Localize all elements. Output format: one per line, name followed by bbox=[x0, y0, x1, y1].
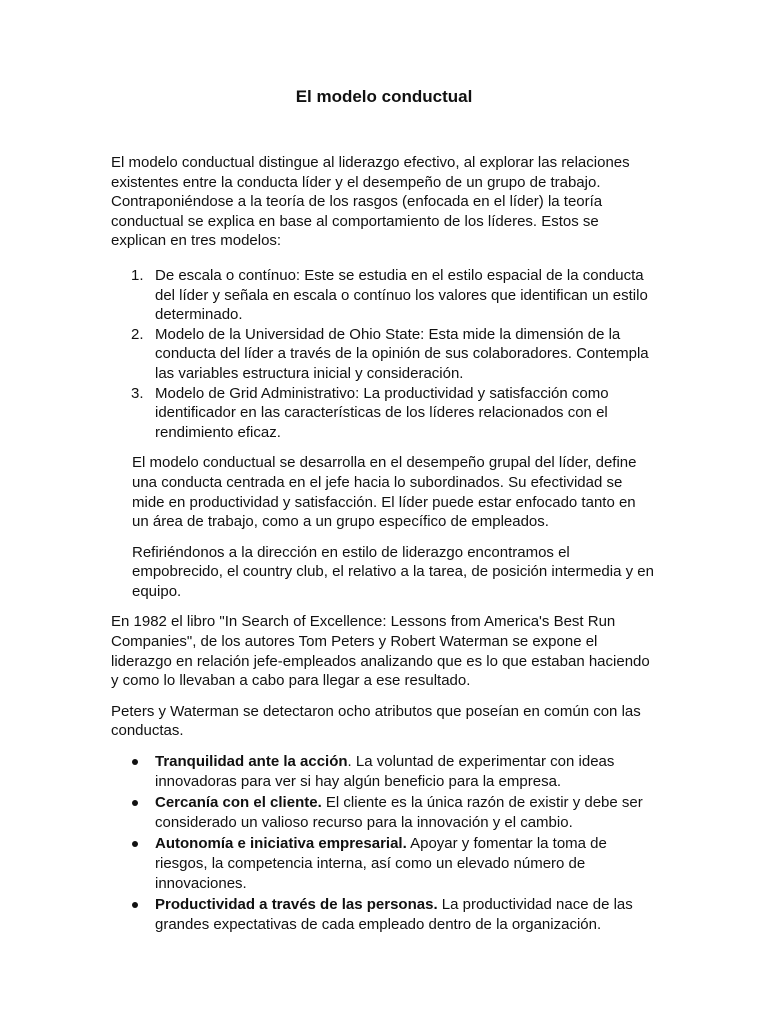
attribute-text: La productividad nace de las grandes expectativas de cada empleado dentro de la organización. bbox=[155, 896, 633, 933]
bullet-icon bbox=[132, 759, 138, 765]
list-number: 3. bbox=[131, 384, 144, 402]
bullet-icon bbox=[132, 841, 138, 847]
bullet-icon bbox=[132, 902, 138, 908]
list-item bbox=[111, 384, 656, 443]
intro-paragraph: El modelo conductual distingue al liderazgo efectivo, al explorar las relaciones existentes entre la conducta líder y el desempeño de un grupo de trabajo. Contraponiéndose a la teoría de los rasgos (enfocada en el líder) la teoría conductual se explica en base al comportamiento de los líderes. Estos se explican en tres modelos: bbox=[111, 154, 630, 250]
paragraph-desempeno: El modelo conductual se desarrolla en el desempeño grupal del líder, define una conducta centrada en el jefe hacia lo subordinados. Su efectividad se mide en productividad y satisfacción. El líder puede estar enfocado tanto en un área de trabajo, como a un grupo específico de empleados. bbox=[132, 454, 637, 531]
bullet-icon bbox=[132, 800, 138, 806]
list-number: 2. bbox=[131, 325, 144, 343]
list-item-text: De escala o contínuo: Este se estudia en el estilo espacial de la conducta del líder y señala en escala o contínuo los valores que identifican un estilo determinado. bbox=[155, 266, 648, 324]
list-item bbox=[111, 834, 656, 893]
attribute-title: Cercanía con el cliente. bbox=[155, 794, 322, 812]
document-body bbox=[111, 153, 656, 936]
paragraph-direccion: Refiriéndonos a la dirección en estilo de liderazgo encontramos el empobrecido, el country club, el relativo a la tarea, de posición intermedia y en equipo. bbox=[132, 543, 654, 600]
list-item bbox=[111, 793, 656, 832]
attribute-text: Apoyar y fomentar la toma de riesgos, la competencia interna, así como un elevado número de innovaciones. bbox=[155, 835, 607, 892]
list-item bbox=[111, 325, 656, 384]
paragraph-atributos: Peters y Waterman se detectaron ocho atributos que poseían en común con las conductas. bbox=[111, 702, 641, 740]
list-item-text: Modelo de Grid Administrativo: La productividad y satisfacción como identificador en las características de los líderes relacionados con el rendimiento eficaz. bbox=[155, 384, 609, 441]
attribute-title: Autonomía e iniciativa empresarial. bbox=[155, 835, 407, 853]
attributes-list bbox=[111, 752, 656, 934]
list-number: 1. bbox=[131, 266, 144, 284]
list-item bbox=[111, 895, 656, 934]
attribute-title: Tranquilidad ante la acción bbox=[155, 753, 348, 771]
attribute-title: Productividad a través de las personas. bbox=[155, 896, 438, 914]
models-list bbox=[111, 266, 656, 442]
attribute-text: El cliente es la única razón de existir y debe ser considerado un valioso recurso para la innovación y el cambio. bbox=[155, 794, 643, 831]
list-item-text: Modelo de la Universidad de Ohio State: Esta mide la dimensión de la conducta del líder a través de la opinión de sus colaboradores. Contempla las variables estructura inicial y consideración. bbox=[155, 325, 649, 382]
page-title: El modelo conductual bbox=[295, 87, 473, 106]
list-item bbox=[111, 752, 656, 791]
attribute-text: . La voluntad de experimentar con ideas innovadoras para ver si hay algún beneficio para la empresa. bbox=[155, 753, 615, 790]
paragraph-1982: En 1982 el libro "In Search of Excellence: Lessons from America's Best Run Companies", de los autores Tom Peters y Robert Waterman se expone el liderazgo en relación jefe-empleados analizando que es lo que estaban haciendo y como lo llevaban a cabo para llegar a ese resultado. bbox=[111, 613, 650, 690]
list-item bbox=[111, 266, 656, 325]
